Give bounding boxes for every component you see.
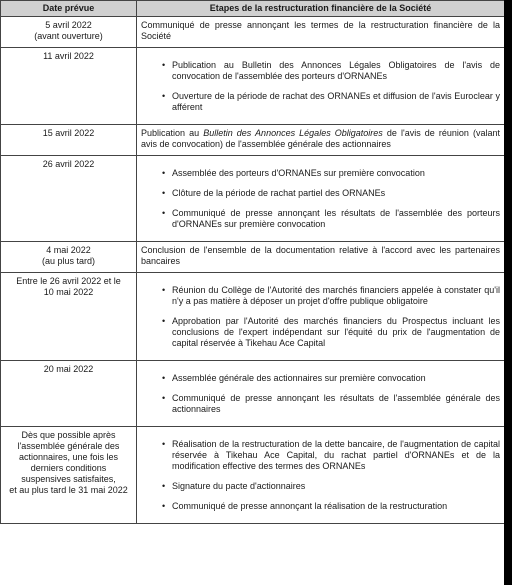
stage-list — [141, 373, 500, 415]
row-stage — [137, 361, 505, 427]
date-line: et au plus tard le 31 mai 2022 — [9, 485, 128, 495]
date-line: 10 mai 2022 — [43, 287, 94, 297]
bullet-icon: • — [162, 393, 166, 403]
row-date — [1, 17, 137, 48]
list-item: • Assemblée des porteurs d'ORNANEs sur première convocation — [162, 168, 425, 178]
bullet-icon: • — [162, 439, 166, 449]
date-line: 15 avril 2022 — [42, 128, 95, 138]
bullet-icon: • — [162, 188, 166, 198]
bullet-icon: • — [162, 168, 166, 178]
row-stage — [137, 48, 505, 125]
bullet-icon: • — [162, 481, 166, 491]
date-line: 26 avril 2022 — [42, 159, 95, 169]
list-item: • Approbation par l'Autorité des marchés financiers du Prospectus incluant les conclusions de l'expert indépendant sur l'équité du prix de l'augmentation de capital réservée à Tikehau Ace Capital — [162, 316, 500, 348]
date-line: Entre le 26 avril 2022 et le — [16, 276, 121, 286]
row-stage — [137, 17, 505, 48]
date-line: Dès que possible après l'assemblée générale des actionnaires, une fois les derniers conditions suspensives satisfaites, — [17, 430, 120, 484]
stage-list — [141, 60, 500, 113]
bullet-icon: • — [162, 91, 166, 101]
stage-list — [141, 439, 500, 512]
table-row — [1, 125, 505, 156]
date-line: 5 avril 2022 — [45, 20, 92, 30]
date-line: (au plus tard) — [41, 256, 96, 266]
list-item: • Communiqué de presse annonçant les résultats de l'assemblée générale des actionnaires — [162, 393, 500, 414]
row-date — [1, 125, 137, 156]
list-item: • Assemblée générale des actionnaires sur première convocation — [162, 373, 426, 383]
row-date — [1, 48, 137, 125]
stage-text: Publication au Bulletin des Annonces Légales Obligatoires de l'avis de réunion (valant avis de convocation) de l'assemblée générale des actionnaires — [141, 128, 500, 149]
header-stage: Etapes de la restructuration financière de la Société — [137, 1, 505, 17]
row-stage — [137, 156, 505, 242]
date-line: 20 mai 2022 — [43, 364, 94, 374]
stage-text: Conclusion de l'ensemble de la documentation relative à l'accord avec les partenaires bancaires — [141, 245, 500, 266]
vertical-scrollbar[interactable] — [504, 0, 512, 585]
row-date — [1, 156, 137, 242]
stage-list — [141, 285, 500, 349]
italic-publication-name: Bulletin des Annonces Légales Obligatoires — [203, 128, 383, 138]
list-item: • Publication au Bulletin des Annonces Légales Obligatoires de l'avis de convocation de l'assemblée des porteurs d'ORNANEs — [162, 60, 500, 81]
bullet-icon: • — [162, 316, 166, 326]
list-item: • Réunion du Collège de l'Autorité des marchés financiers appelée à constater qu'il n'y a pas matière à déposer un projet d'offre publique obligatoire — [162, 285, 500, 306]
date-line: 4 mai 2022 — [46, 245, 91, 255]
bullet-icon: • — [162, 373, 166, 383]
row-date — [1, 427, 137, 524]
row-date — [1, 273, 137, 361]
table-row — [1, 17, 505, 48]
date-line: (avant ouverture) — [34, 31, 103, 41]
list-item: • Signature du pacte d'actionnaires — [162, 481, 306, 491]
bullet-icon: • — [162, 208, 166, 218]
table-row — [1, 273, 505, 361]
table-row — [1, 427, 505, 524]
stage-text: Communiqué de presse annonçant les termes de la restructuration financière de la Société — [141, 20, 500, 41]
row-stage — [137, 273, 505, 361]
table-row — [1, 242, 505, 273]
row-date — [1, 361, 137, 427]
table-row — [1, 48, 505, 125]
date-line: 11 avril 2022 — [43, 51, 94, 61]
list-item: • Clôture de la période de rachat partiel des ORNANEs — [162, 188, 386, 198]
table-row — [1, 361, 505, 427]
table-row — [1, 156, 505, 242]
list-item: • Communiqué de presse annonçant la réalisation de la restructuration — [162, 501, 448, 511]
bullet-icon: • — [162, 285, 166, 295]
bullet-icon: • — [162, 60, 166, 70]
bullet-icon: • — [162, 501, 166, 511]
row-stage — [137, 242, 505, 273]
header-date: Date prévue — [1, 1, 137, 17]
scrollbar-thumb[interactable] — [505, 0, 511, 585]
stage-list — [141, 168, 500, 230]
row-stage — [137, 427, 505, 524]
row-date — [1, 242, 137, 273]
list-item: • Ouverture de la période de rachat des ORNANEs et diffusion de l'avis Euroclear y afférent — [162, 91, 500, 112]
row-stage — [137, 125, 505, 156]
table-header-row — [1, 1, 505, 17]
list-item: • Réalisation de la restructuration de la dette bancaire, de l'augmentation de capital réservée à Tikehau Ace Capital, du rachat partiel d'ORNANEs et de la modification effective des termes des ORNANEs — [162, 439, 500, 471]
list-item: • Communiqué de presse annonçant les résultats de l'assemblée des porteurs d'ORNANEs sur première convocation — [162, 208, 500, 229]
